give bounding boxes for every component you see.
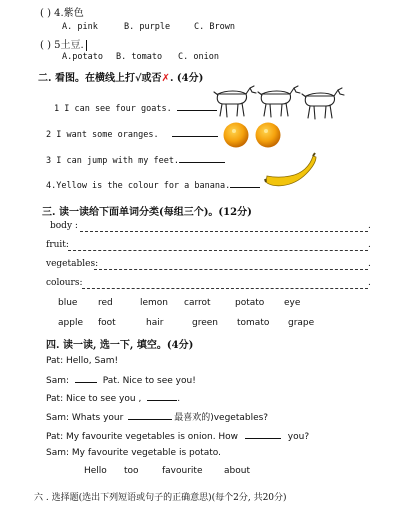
word-carrot: carrot: [184, 298, 211, 308]
word-potato: potato: [235, 298, 265, 308]
word-grape: grape: [288, 318, 315, 328]
goats-image: [212, 80, 348, 122]
answer-blank[interactable]: [177, 102, 217, 111]
answer-line-vegetables[interactable]: [94, 269, 368, 270]
q5-opt-b: B. tomato: [116, 52, 163, 62]
word-blue: blue: [58, 298, 78, 308]
section-2-title: 二. 看图。在横线上打√或否✗. (4分): [38, 73, 204, 84]
sec2-item-2: 2 I want some oranges.: [46, 128, 218, 140]
label-colours: colours:: [46, 278, 83, 288]
answer-blank[interactable]: [128, 411, 172, 420]
answer-blank[interactable]: [179, 154, 225, 163]
q4-word: 紫色: [63, 8, 84, 19]
cross-mark: ✗: [161, 73, 170, 84]
sec2-item-3: 3 I can jump with my feet.: [46, 154, 225, 166]
answer-blank[interactable]: [230, 179, 260, 188]
oranges-image: [222, 120, 286, 150]
word-foot: foot: [98, 318, 116, 328]
answer-blank[interactable]: [147, 392, 177, 401]
line-end-dot: .: [368, 240, 371, 250]
q5-opt-a: A.potato: [62, 52, 103, 62]
text-cursor: [86, 40, 88, 51]
answer-line-colours[interactable]: [82, 288, 368, 289]
label-body: body :: [50, 221, 78, 231]
word-hair: hair: [146, 318, 164, 328]
answer-line-body[interactable]: [80, 231, 368, 232]
q4-bracket: ( ) 4.: [40, 8, 64, 19]
q5-bracket: ( ) 5: [40, 40, 61, 51]
dialog-line-3: Pat: Nice to see you , .: [46, 394, 181, 404]
word-apple: apple: [58, 318, 83, 328]
word-red: red: [98, 298, 113, 308]
answer-blank[interactable]: [245, 430, 281, 439]
section-6-title: 六 . 选择题(选出下列短语或句子的正确意思)(每个2分, 共20分): [34, 493, 287, 503]
line-end-dot: .: [368, 259, 371, 269]
line-end-dot: .: [368, 278, 371, 288]
choice-hello: Hello: [84, 466, 107, 476]
word-green: green: [192, 318, 218, 328]
label-vegetables: vegetables:: [46, 259, 99, 269]
line-end-dot: .: [368, 221, 371, 231]
q4-opt-c: C. Brown: [194, 22, 235, 32]
section-4-title: 四. 读一读, 选一下, 填空。(4分): [46, 340, 194, 351]
word-eye: eye: [284, 298, 301, 308]
answer-blank[interactable]: [75, 374, 97, 383]
word-lemon: lemon: [140, 298, 169, 308]
q5-word: 土豆.: [60, 40, 84, 51]
sec2-item-4: 4.Yellow is the colour for a banana.: [46, 179, 260, 191]
dialog-line-4: Sam: Whats your 最喜欢的)vegetables?: [46, 413, 269, 423]
q4-opt-a: A. pink: [62, 22, 98, 32]
dialog-line-2: Sam: Pat. Nice to see you!: [46, 376, 196, 386]
section-3-title: 三. 读一读给下面单词分类(每组三个)。(12分): [42, 207, 252, 218]
dialog-line-1: Pat: Hello, Sam!: [46, 356, 119, 366]
label-fruit: fruit:: [46, 240, 69, 250]
banana-image: [262, 152, 320, 190]
answer-blank[interactable]: [172, 128, 218, 137]
dialog-line-6: Sam: My favourite vegetable is potato.: [46, 448, 222, 458]
q4-line: [40, 4, 84, 19]
q5-opt-c: C. onion: [178, 52, 219, 62]
sec2-item-1: 1 I can see four goats.: [54, 102, 217, 114]
dialog-line-5: Pat: My favourite vegetables is onion. How you?: [46, 432, 310, 442]
word-tomato: tomato: [237, 318, 270, 328]
q4-opt-b: B. purple: [124, 22, 171, 32]
choice-too: too: [124, 466, 139, 476]
answer-line-fruit[interactable]: [68, 250, 368, 251]
choice-about: about: [224, 466, 250, 476]
q5-line: [40, 36, 87, 51]
choice-favourite: favourite: [162, 466, 203, 476]
